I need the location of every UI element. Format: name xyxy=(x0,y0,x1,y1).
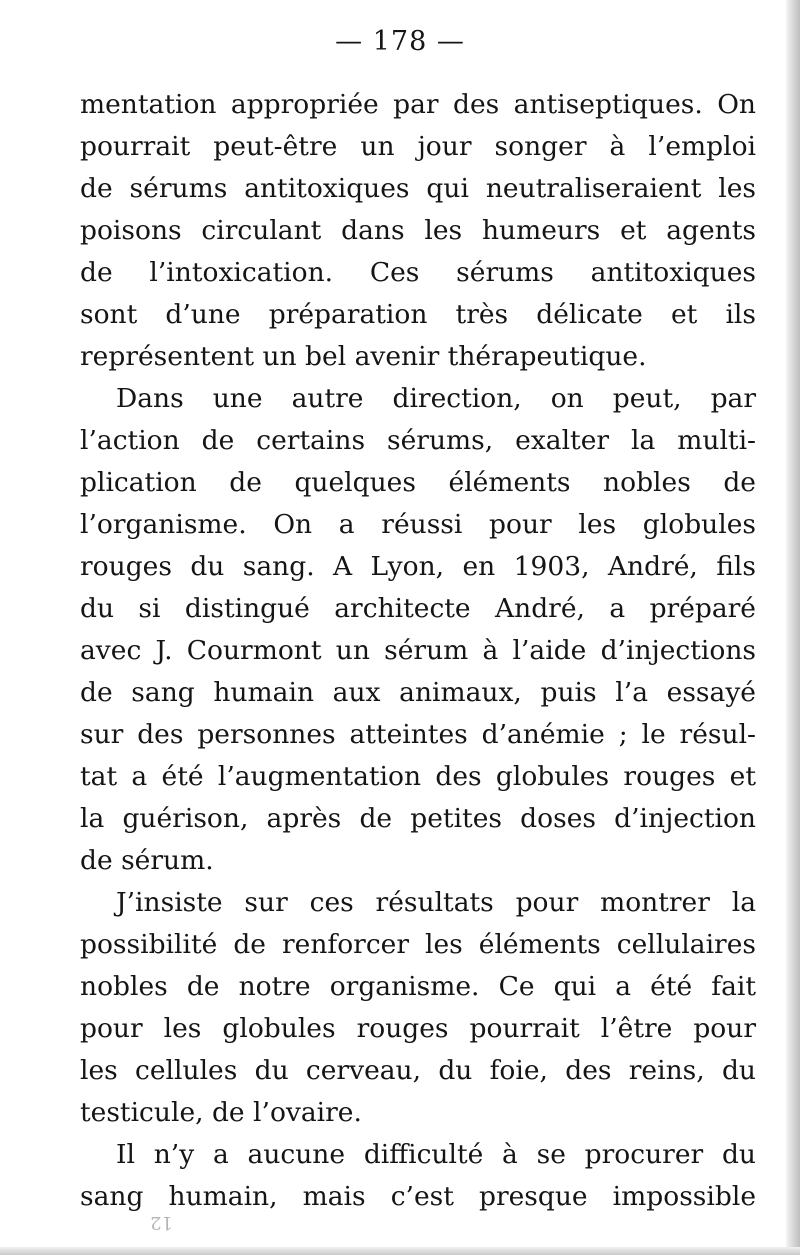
body-text xyxy=(80,84,756,1218)
text-line: testicule, de l’ovaire. xyxy=(80,1097,362,1128)
text-line: de sérums antitoxiques qui neutraliseraient les xyxy=(80,173,756,204)
paragraph-start-line: J’insiste sur ces résultats pour montrer la xyxy=(116,887,756,918)
text-line: avec J. Courmont un sérum à l’aide d’injections xyxy=(80,635,756,666)
text-line: possibilité de renforcer les éléments cellulaires xyxy=(80,929,756,960)
text-line: représentent un bel avenir thérapeutique. xyxy=(80,341,647,372)
page-number: — 178 — xyxy=(335,26,465,57)
text-line: pour les globules rouges pourrait l’être pour xyxy=(80,1013,756,1044)
text-line: de sérum. xyxy=(80,845,214,876)
paragraph-start-line: Dans une autre direction, on peut, par xyxy=(116,383,756,414)
text-line: sur des personnes atteintes d’anémie ; le résul- xyxy=(80,719,756,750)
text-line: plication de quelques éléments nobles de xyxy=(80,467,756,498)
scan-bottom-shadow xyxy=(0,1247,800,1255)
text-line: l’action de certains sérums, exalter la multi- xyxy=(80,425,756,456)
text-line: tat a été l’augmentation des globules rouges et xyxy=(80,761,756,792)
text-line: mentation appropriée par des antiseptiques. On xyxy=(80,89,756,120)
text-line: pourrait peut-être un jour songer à l’emploi xyxy=(80,131,756,162)
text-line: de sang humain aux animaux, puis l’a essayé xyxy=(80,677,756,708)
text-line: nobles de notre organisme. Ce qui a été fait xyxy=(80,971,756,1002)
text-line: du si distingué architecte André, a préparé xyxy=(80,593,756,624)
text-line: de l’intoxication. Ces sérums antitoxiques xyxy=(80,257,756,288)
paragraph-start-line: Il n’y a aucune difficulté à se procurer du xyxy=(116,1139,756,1170)
text-line: les cellules du cerveau, du foie, des reins, du xyxy=(80,1055,756,1086)
signature-mark: 12 xyxy=(150,1212,173,1233)
text-line: sang humain, mais c’est presque impossible xyxy=(80,1181,756,1212)
text-line: l’organisme. On a réussi pour les globules xyxy=(80,509,756,540)
text-line: sont d’une préparation très délicate et ils xyxy=(80,299,756,330)
scan-edge-shadow xyxy=(786,0,800,1255)
text-line: rouges du sang. A Lyon, en 1903, André, fils xyxy=(80,551,756,582)
text-line: poisons circulant dans les humeurs et agents xyxy=(80,215,756,246)
text-line: la guérison, après de petites doses d’injection xyxy=(80,803,756,834)
